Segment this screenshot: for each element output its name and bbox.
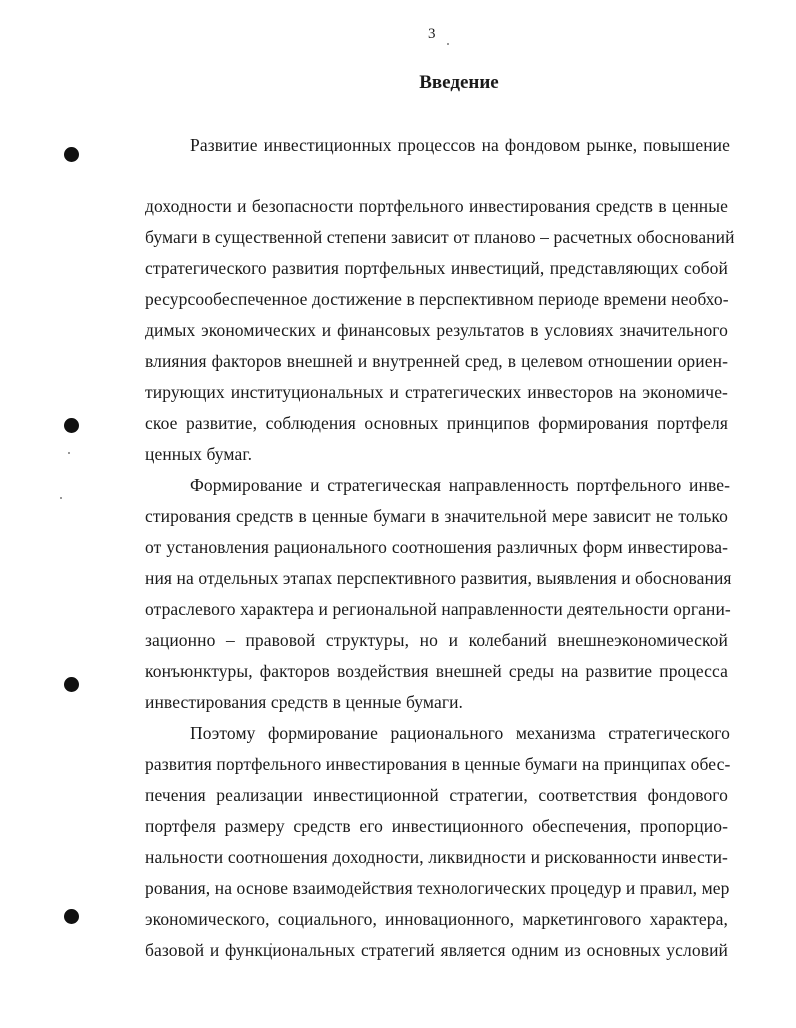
text-line: от установления рационального соотношения различных форм инвестирова- xyxy=(145,537,728,557)
text-line: стирования средств в ценные бумаги в значительной мере зависит не только xyxy=(145,506,728,526)
page-title: Введение xyxy=(419,72,499,93)
scan-speck xyxy=(60,497,62,499)
text-line: инвестирования средств в ценные бумаги. xyxy=(145,692,464,712)
text-line: нальности соотношения доходности, ликвидности и рискованности инвести- xyxy=(145,847,728,867)
text-line: экономического, социального, инновационного, маркетингового характера, xyxy=(145,909,728,929)
text-line: отраслевого характера и региональной направленности деятельности органи- xyxy=(145,599,731,619)
text-line: стратегического развития портфельных инвестиций, представляющих собой xyxy=(145,258,728,278)
text-line: бумаги в существенной степени зависит от планово – расчетных обоснований xyxy=(145,227,735,247)
text-line: рования, на основе взаимодействия технологических процедур и правил, мер xyxy=(145,878,730,898)
text-line: зационно – правовой структуры, но и колебаний внешнеэкономической xyxy=(145,630,728,650)
text-line: ресурсообеспеченное достижение в перспективном периоде времени необхо- xyxy=(145,289,729,309)
text-line: базовой и функциональных стратегий является одним из основных условий xyxy=(145,940,728,960)
text-line: ское развитие, соблюдения основных принципов формирования портфеля xyxy=(145,413,728,433)
punch-hole-decoration xyxy=(64,677,79,692)
text-line: ния на отдельных этапах перспективного развития, выявления и обоснования xyxy=(145,568,732,588)
text-line: ценных бумаг. xyxy=(145,444,253,464)
text-line: Развитие инвестиционных процессов на фондовом рынке, повышение xyxy=(190,135,730,155)
text-line: Формирование и стратегическая направленность портфельного инве- xyxy=(190,475,730,495)
punch-hole-decoration xyxy=(64,909,79,924)
text-line: конъюнктуры, факторов воздействия внешней среды на развитие процесса xyxy=(145,661,728,681)
page-number: 3 xyxy=(428,26,436,42)
text-line: тирующих институциональных и стратегических инвесторов на экономиче- xyxy=(145,382,728,402)
text-line: доходности и безопасности портфельного инвестирования средств в ценные xyxy=(145,196,728,216)
scan-speck xyxy=(68,452,70,454)
punch-hole-decoration xyxy=(64,147,79,162)
text-line: портфеля размеру средств его инвестиционного обеспечения, пропорцио- xyxy=(145,816,728,836)
scan-speck xyxy=(447,43,449,45)
text-line: развития портфельного инвестирования в ценные бумаги на принципах обес- xyxy=(145,754,731,774)
text-line: влияния факторов внешней и внутренней сред, в целевом отношении ориен- xyxy=(145,351,728,371)
punch-hole-decoration xyxy=(64,418,79,433)
text-line: печения реализации инвестиционной стратегии, соответствия фондового xyxy=(145,785,728,805)
text-line: Поэтому формирование рационального механизма стратегического xyxy=(190,723,730,743)
text-line: димых экономических и финансовых результатов в условиях значительного xyxy=(145,320,728,340)
